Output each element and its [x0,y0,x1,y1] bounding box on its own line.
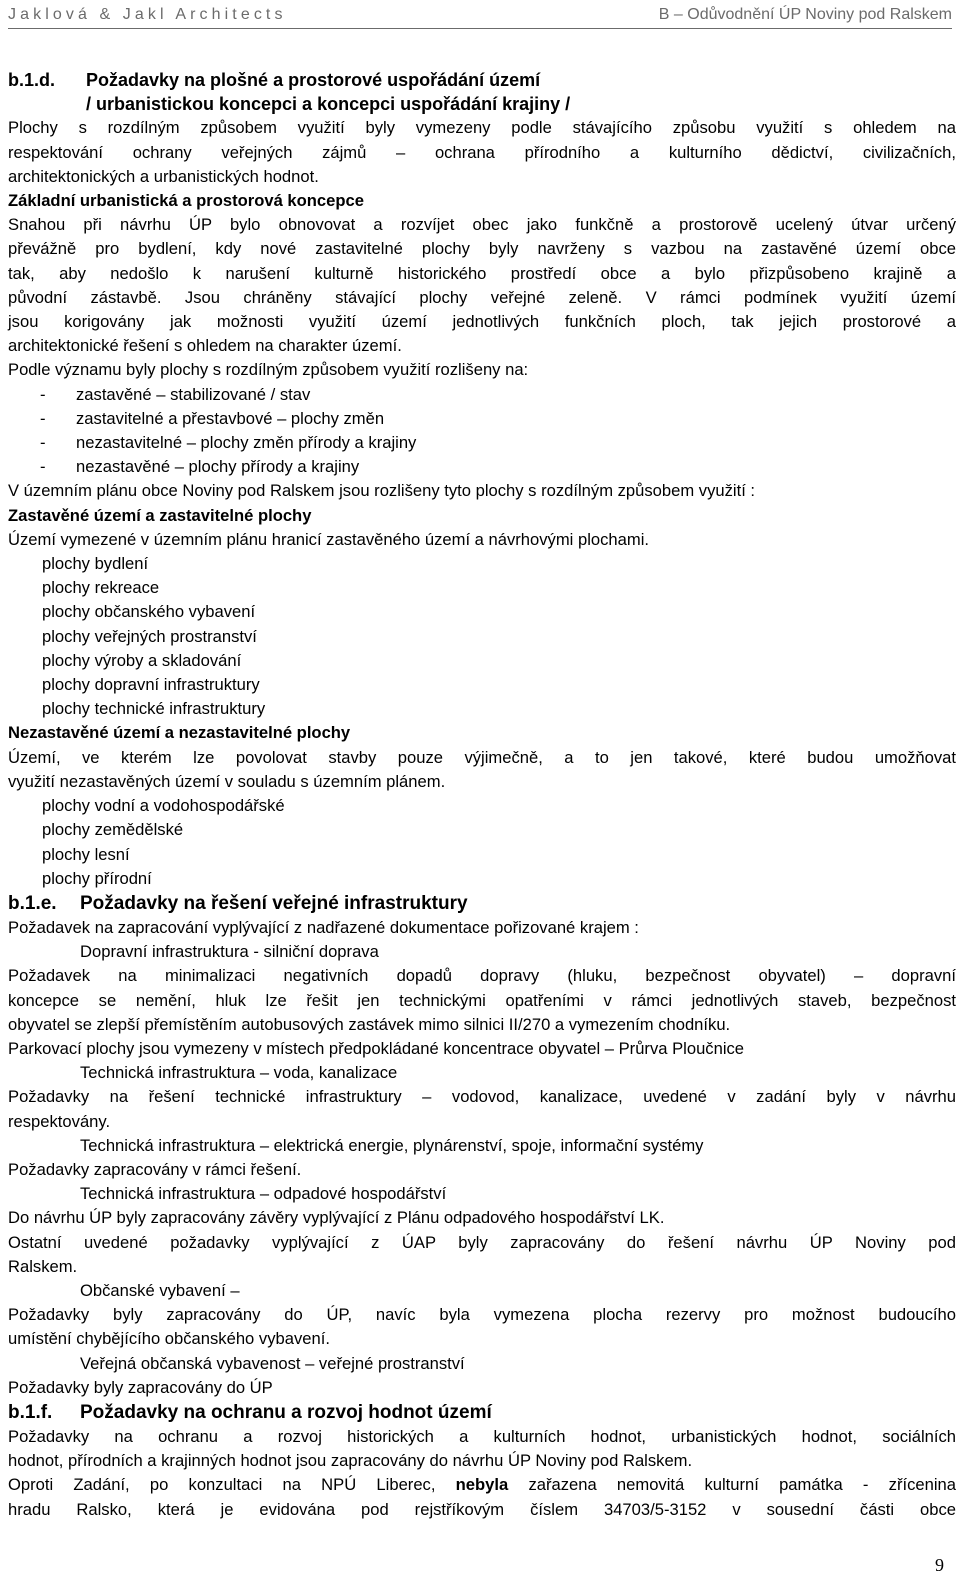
infra-subheading: Občanské vybavení – [80,1280,240,1300]
dash-item-text: nezastavěné – plochy přírody a krajiny [76,457,360,477]
values-line: hradu Ralsko, která je evidována pod rejstříkovým číslem 34703/5-3152 v sousední části obce [8,1499,956,1519]
unbuilt-list-item: plochy zemědělské [42,820,184,840]
unbuilt-list-item: plochy vodní a vodohospodářské [42,796,285,816]
built-description: Území vymezené v územním plánu hranicí zastavěného území a návrhovými plochami. [8,529,649,549]
section-d-number: b.1.d. [8,70,56,90]
values-text: zařazena nemovitá kulturní památka - zřícenina [508,1475,956,1495]
values-line [8,1473,956,1497]
section-f-title-line [8,1400,956,1425]
unbuilt-description: využití nezastavěných území v souladu s územním plánem. [8,771,446,791]
built-list-item: plochy rekreace [42,578,160,598]
infra-line: Požadavek na minimalizaci negativních dopadů dopravy (hluku, bezpečnost obyvatel) – dopravní [8,966,956,986]
document-body [8,68,956,1522]
section-d-subtitle: / urbanistickou koncepci a koncepci uspořádání krajiny / [86,94,571,115]
values-text: Oproti Zadání, po konzultaci na NPÚ Liberec, [8,1475,456,1495]
infra-line: Ralskem. [8,1256,78,1276]
dash-list-item [8,383,956,407]
dash-list-item [8,431,956,455]
section-e-title-line [8,891,956,916]
unbuilt-list-item: plochy lesní [42,844,130,864]
infra-line: respektovány. [8,1111,111,1131]
infra-subheading: Technická infrastruktura – odpadové hospodářství [80,1184,447,1204]
section-f-title: Požadavky na ochranu a rozvoj hodnot území [80,1401,492,1423]
page-header [8,4,952,29]
built-list-item: plochy veřejných prostranství [42,626,257,646]
dash-bullet: - [40,384,46,404]
infra-line: Do návrhu ÚP byly zapracovány závěry vyplývající z Plánu odpadového hospodářství LK. [8,1208,665,1228]
infra-subheading: Technická infrastruktura – elektrická energie, plynárenství, spoje, informační systémy [80,1135,704,1155]
infra-line: koncepce se nemění, hluk lze řešit jen technickými opatřeními v rámci jednotlivých staveb, bezpečnost [8,990,956,1010]
concept-line: původní zástavbě. Jsou chráněny stávající plochy veřejné zeleně. V rámci podmínek využití území [8,287,956,307]
section-d-title-line1 [8,68,956,92]
unbuilt-description: Území, ve kterém lze povolovat stavby pouze výjimečně, a to jen takové, které budou umožňovat [8,747,956,767]
dash-item-text: zastavitelné a přestavbové – plochy změn [76,408,385,428]
infra-line: Požadavek na zapracování vyplývající z nadřazené dokumentace pořizované krajem : [8,917,639,937]
built-list-item: plochy dopravní infrastruktury [42,675,260,695]
concept-heading: Základní urbanistická a prostorová koncepce [8,191,364,211]
infra-line: Požadavky zapracovány v rámci řešení. [8,1159,302,1179]
page-number: 9 [935,1555,944,1575]
infra-line: obyvatel se zlepší přemístěním autobusových zastávek mimo silnici II/270 a vymezením chodníku. [8,1014,731,1034]
dash-bullet: - [40,408,46,428]
distinction-line: Podle významu byly plochy s rozdílným způsobem využití rozlišeny na: [8,360,529,380]
header-document-title: B – Odůvodnění ÚP Noviny pod Ralskem [658,6,952,23]
concept-line: Snahou při návrhu ÚP bylo obnovovat a rozvíjet obec jako funkčně a prostorově ucelený útvar určený [8,215,956,235]
section-e-number: b.1.e. [8,892,57,914]
infra-subheading: Veřejná občanská vybavenost – veřejné prostranství [80,1353,465,1373]
infra-line: Požadavky na řešení technické infrastruktury – vodovod, kanalizace, uvedené v zadání byly v návrhu [8,1087,956,1107]
infra-subheading: Dopravní infrastruktura - silniční doprava [80,942,379,962]
dash-bullet: - [40,433,46,453]
built-list-item: plochy bydlení [42,554,149,574]
values-line: hodnot, přírodních a krajinných hodnot jsou zapracovány do návrhu ÚP Noviny pod Ralskem. [8,1451,693,1471]
section-f-number: b.1.f. [8,1401,53,1423]
unbuilt-heading: Nezastavěné území a nezastavitelné plochy [8,723,351,743]
concept-line: tak, aby nedošlo k narušení kulturně historického prostředí obce a bylo přizpůsobeno krajině a [8,263,956,283]
dash-item-text: nezastavitelné – plochy změn přírody a krajiny [76,433,417,453]
infra-line: umístění chybějícího občanského vybavení. [8,1329,330,1349]
infra-line: Ostatní uvedené požadavky vyplývající z ÚAP byly zapracovány do řešení návrhu ÚP Noviny pod [8,1232,956,1252]
concept-line: převážně pro bydlení, kdy nové zastavitelné plochy byly navrženy s vazbou na zastavěné území obce [8,239,956,259]
built-list-item: plochy občanského vybavení [42,602,256,622]
unbuilt-list-item: plochy přírodní [42,868,152,888]
values-line: Požadavky na ochranu a rozvoj historických a kulturních hodnot, urbanistických hodnot, sociálních [8,1426,956,1446]
concept-line: jsou korigovány jak možnosti využití území jednotlivých funkčních ploch, tak jejich prostorové a [8,312,956,332]
built-heading: Zastavěné území a zastavitelné plochy [8,505,312,525]
intro-line: respektování ochrany veřejných zájmů – ochrana přírodního a kulturního dědictví, civilizačních, [8,142,956,162]
section-e-title: Požadavky na řešení veřejné infrastruktury [80,892,468,914]
infra-subheading: Technická infrastruktura – voda, kanalizace [80,1063,398,1083]
dash-item-text: zastavěné – stabilizované / stav [76,384,311,404]
intro-line: architektonických a urbanistických hodnot. [8,166,319,186]
section-d-title: Požadavky na plošné a prostorové uspořádání území [86,70,541,90]
infra-line: Požadavky byly zapracovány do ÚP [8,1377,273,1397]
intro-line: Plochy s rozdílným způsobem využití byly vymezeny podle stávajícího způsobu využití s ohledem na [8,118,956,138]
distinguished-line: V územním plánu obce Noviny pod Ralskem jsou rozlišeny tyto plochy s rozdílným způsobem využití : [8,481,756,501]
header-firm-name: Jaklová & Jakl Architects [8,6,287,23]
dash-list-item [8,407,956,431]
built-list-item: plochy technické infrastruktury [42,699,266,719]
dash-list-item [8,455,956,479]
values-emphasis: nebyla [455,1475,509,1495]
built-list-item: plochy výroby a skladování [42,650,242,670]
concept-line: architektonické řešení s ohledem na charakter území. [8,336,402,356]
dash-bullet: - [40,457,46,477]
infra-line: Parkovací plochy jsou vymezeny v místech předpokládané koncentrace obyvatel – Průrva Ploučnice [8,1038,745,1058]
infra-line: Požadavky byly zapracovány do ÚP, navíc byla vymezena plocha rezervy pro možnost budoucího [8,1305,956,1325]
